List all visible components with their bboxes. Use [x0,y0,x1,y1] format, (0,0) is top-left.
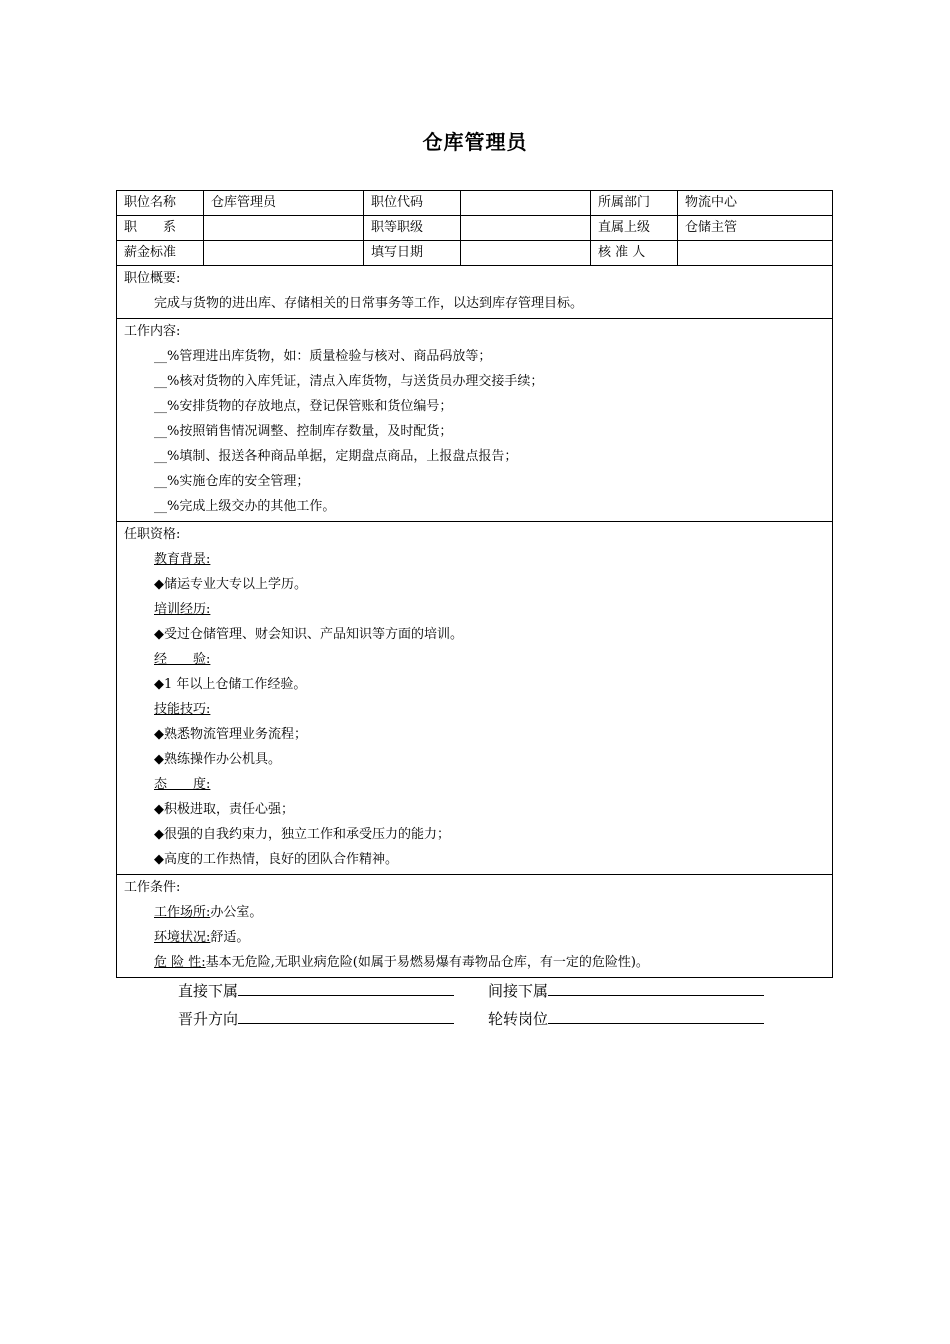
condition-key: 环境状况: [154,930,211,945]
section-label: 工作条件: [124,880,181,895]
value-position-name: 仓库管理员 [204,191,364,215]
label-position-name: 职位名称 [117,191,204,215]
value-approver [678,241,832,265]
list-item: ◆熟悉物流管理业务流程； [154,727,307,742]
list-item: ◆高度的工作热情，良好的团队合作精神。 [154,852,398,867]
subsection-heading: 培训经历: [154,602,211,617]
promotion-line [238,1009,454,1024]
work-content-section [117,319,832,522]
condition-value: 办公室。 [210,905,263,920]
page-title: 仓库管理员 [422,130,528,154]
subsection-heading: 技能技巧: [154,702,211,717]
qualifications-section [117,522,832,875]
list-item [124,900,832,925]
header-row [117,191,832,216]
value-supervisor: 仓储主管 [685,220,738,235]
subsection-heading: 态 度: [154,777,211,792]
section-label: 工作内容: [124,324,181,339]
label-grade: 职等职级 [364,216,461,240]
subsection-heading: 经 验: [154,652,211,667]
job-description-table [116,190,833,978]
label-supervisor: 直属上级 [591,216,678,240]
header-row [117,241,832,266]
list-item: ◆受过仓储管理、财会知识、产品知识等方面的培训。 [154,627,463,642]
summary-section [117,266,832,319]
condition-key: 危 险 性: [154,955,206,970]
list-item: ◆很强的自我约束力，独立工作和承受压力的能力； [154,827,450,842]
footer-row [178,980,764,1001]
value-salary [204,241,364,265]
list-item: __%实施仓库的安全管理； [154,474,310,489]
list-item [124,950,832,975]
label-salary: 薪金标准 [117,241,204,265]
rotation-line [548,1009,764,1024]
condition-value: 舒适。 [210,930,250,945]
list-item: ◆积极进取，责任心强； [154,802,294,817]
list-item [124,925,832,950]
label-position-code: 职位代码 [364,191,461,215]
list-item: ◆熟练操作办公机具。 [154,752,281,767]
list-item: ◆1 年以上仓储工作经验。 [154,677,307,692]
label-approver: 核 准 人 [591,241,678,265]
value-job-family [204,216,364,240]
label-department: 所属部门 [591,191,678,215]
section-label: 任职资格: [124,527,181,542]
summary-text: 完成与货物的进出库、存储相关的日常事务等工作，以达到库存管理目标。 [154,296,584,311]
list-item: __%按照销售情况调整、控制库存数量，及时配货； [154,424,453,439]
condition-key: 工作场所: [154,905,211,920]
rotation-label: 轮转岗位 [488,1010,549,1028]
value-department: 物流中心 [685,195,738,210]
indirect-subordinate-label: 间接下属 [488,982,549,1000]
condition-value: 基本无危险,无职业病危险(如属于易燃易爆有毒物品仓库，有一定的危险性)。 [205,955,649,970]
label-fill-date: 填写日期 [364,241,461,265]
footer-row [178,1008,764,1029]
header-row [117,216,832,241]
list-item: __%管理进出库货物，如：质量检验与核对、商品码放等； [154,349,492,364]
subsection-heading: 教育背景: [154,552,211,567]
direct-subordinate-line [238,981,454,996]
label-job-family: 职 系 [117,216,204,240]
list-item: ◆储运专业大专以上学历。 [154,577,307,592]
value-fill-date [461,241,591,265]
value-position-code [461,191,591,215]
indirect-subordinate-line [548,981,764,996]
direct-subordinate-label: 直接下属 [178,982,239,1000]
conditions-section [117,875,832,977]
list-item: __%安排货物的存放地点，登记保管账和货位编号； [154,399,453,414]
list-item: __%完成上级交办的其他工作。 [154,499,336,514]
list-item: __%核对货物的入库凭证，清点入库货物，与送货员办理交接手续； [154,374,544,389]
promotion-label: 晋升方向 [178,1010,239,1028]
list-item: __%填制、报送各种商品单据，定期盘点商品，上报盘点报告； [154,449,518,464]
value-grade [461,216,591,240]
section-label: 职位概要: [124,271,181,286]
